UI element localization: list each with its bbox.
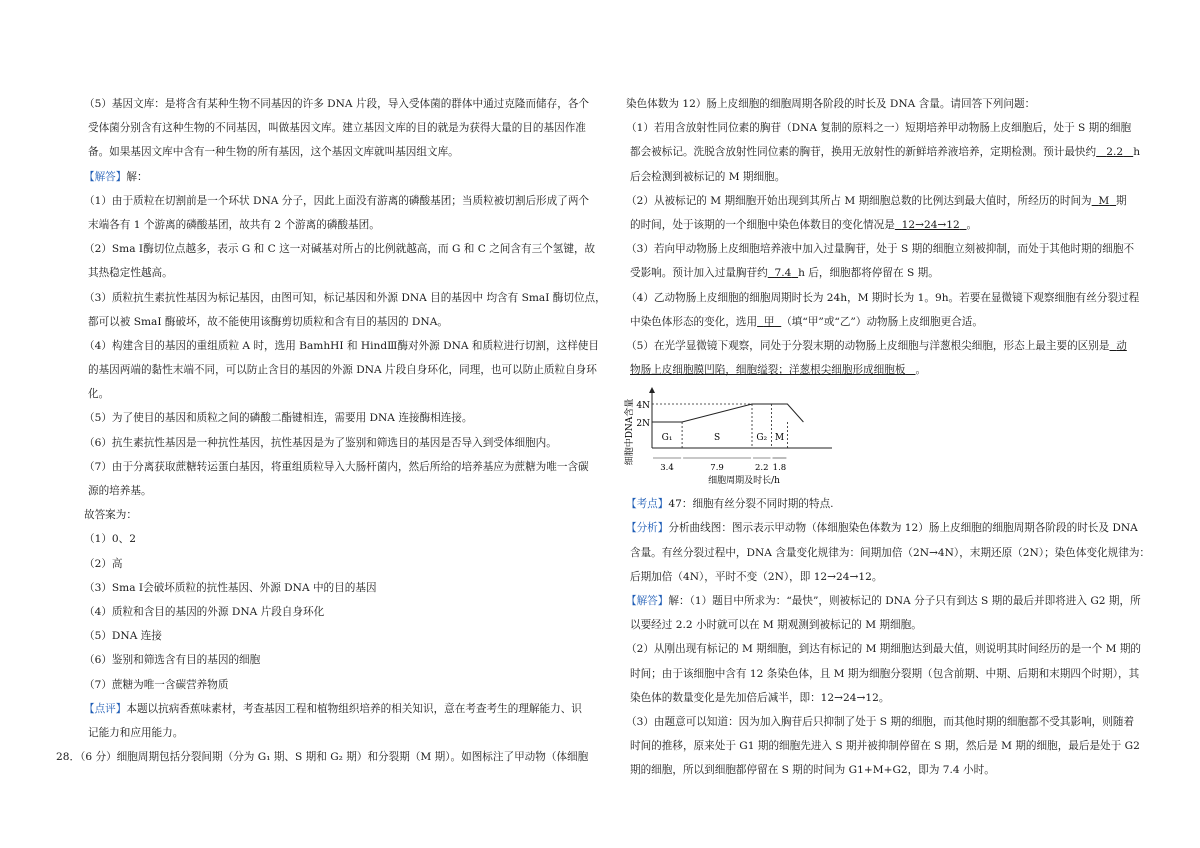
chart-svg: [626, 382, 866, 492]
text-line: （1）若用含放射性同位素的胸苷（DNA 复制的原料之一）短期培养甲动物肠上皮细胞后，处于 S 期的细胞: [626, 122, 1132, 135]
y-tick-label: 2N: [636, 419, 650, 430]
review-line: [84, 697, 584, 721]
fenxi-tag: 【分析】: [626, 522, 669, 535]
text-span: 解：（1）题目中所求为：“最快”，则被标记的 DNA 分子只有到达 S 期的最后并即将进入 G2 期，所: [668, 595, 1141, 607]
text-line: 含量。有丝分裂过程中，DNA 含量变化规律为：间期加倍（2N→4N），末期还原（2N）；染色体变化规律为：: [630, 546, 1151, 559]
blank-value: 2.2: [1106, 146, 1124, 159]
question-28: 28．（6 分）细胞周期包括分裂间期（分为 G₁ 期、S 期和 G₂ 期）和分裂期（M 期）。如图标注了甲动物（体细胞: [56, 751, 589, 764]
text-line: （5）基因文库：是将含有某种生物不同基因的许多 DNA 片段，导入受体菌的群体中通过克隆而储存，各个: [84, 98, 590, 110]
right-column: [625, 92, 1151, 783]
left-column: [56, 92, 606, 769]
answer-blank: [757, 316, 781, 328]
text-line: （7）由于分离获取蔗糖转运蛋白基因，将重组质粒导入大肠杆菌内，然后所给的培养基应为蔗糖为唯一含碳: [84, 460, 589, 473]
text-line: 记能力和应用能力。: [88, 726, 184, 739]
text-line: 化。: [88, 388, 110, 401]
phase-label: G₂: [756, 433, 768, 444]
answer-blank: [1096, 146, 1133, 158]
duration-label: 7.9: [710, 463, 724, 474]
text-span: h: [1133, 146, 1141, 159]
text-line: 都可以被 SmaI 酶破坏，故不能使用该酶剪切质粒和含有目的基因的 DNA。: [88, 315, 448, 328]
text-line: [626, 589, 1141, 613]
text-line: 染色体数为 12）肠上皮细胞的细胞周期各阶段的时长及 DNA 含量。请回答下列问题：: [626, 98, 1036, 110]
y-axis-label: 细胞中DNA含量: [625, 398, 635, 466]
text-line: [626, 140, 1141, 164]
text-line: （2）Sma Ⅰ酶切位点越多，表示 G 和 C 这一对碱基对所占的比例就越高，而 G 和 C 之间含有三个氢键，故: [84, 243, 596, 256]
text-line: 源的培养基。: [88, 485, 152, 497]
text-line: （2）从刚出现有标记的 M 期细胞，到达有标记的 M 期细胞达到最大值，则说明其时间经历的是一个 M 期的: [626, 643, 1142, 656]
text-span: （2）从被标记的 M 期细胞开始出现到其所占 M 期细胞总数的比例达到最大值时，所经历的时间为: [626, 194, 1092, 207]
text-line: [626, 334, 1128, 358]
text-line: （3）由题意可以知道：因为加入胸苷后只抑制了处于 S 期的细胞，而其他时期的细胞都不受其影响，则随着: [626, 715, 1135, 728]
text-line: 受体菌分别含有这种生物的不同基因，叫做基因文库。建立基因文库的目的就是为获得大量的目的基因作准: [88, 122, 586, 135]
text-line: （4）构建含目的基因的重组质粒 A 时，选用 BamhHI 和 HindⅢ酶对外源 DNA 和质粒进行切割，这样使目: [84, 339, 599, 352]
text-span: 47：细胞有丝分裂不同时期的特点.: [668, 498, 834, 511]
phase-label: S: [713, 433, 721, 444]
text-line: [626, 310, 1128, 334]
text-span: 的时间，处于该期的一个细胞中染色体数目的变化情况是: [630, 218, 895, 231]
phase-label: G₁: [661, 433, 673, 444]
text-line: （3）质粒抗生素抗性基因为标记基因，由图可知，标记基因和外源 DNA 目的基因中 均含有 SmaI 酶切位点，: [84, 291, 606, 304]
text-line: （6）鉴别和筛选含有目的基因的细胞: [84, 654, 261, 667]
text-span: 分析曲线图：图示表示甲动物（体细胞染色体数为 12）肠上皮细胞的细胞周期各阶段的时长及 DNA: [668, 522, 1138, 535]
text-span: （5）在光学显微镜下观察，同处于分裂末期的动物肠上皮细胞与洋葱根尖细胞，形态上最主要的区别是: [626, 339, 1110, 352]
blank-value: M: [1098, 194, 1110, 207]
answer-suffix: 解：: [126, 170, 148, 183]
text-line: [626, 261, 1128, 285]
text-line: （7）蔗糖为唯一含碳营养物质: [84, 678, 229, 691]
text-line: （3）Sma Ⅰ会破坏质粒的抗性基因、外源 DNA 中的目的基因: [84, 581, 377, 594]
text-line: 后会检测到被标记的 M 期细胞。: [630, 170, 786, 183]
text-line: 备。如果基因文库中含有一种生物的所有基因，这个基因文库就叫基因组文库。: [88, 146, 459, 159]
y-tick-label: 4N: [636, 401, 650, 412]
answer-blank: [1109, 340, 1126, 352]
blank-value: 甲: [763, 315, 775, 328]
answer-tag: 【解答】: [84, 170, 127, 183]
kaodian-tag: 【考点】: [626, 498, 669, 511]
text-line: 染色体的数量变化是先加倍后减半，即：12→24→12。: [630, 691, 890, 704]
text-line: 末端各有 1 个游离的磷酸基团，故共有 2 个游离的磷酸基团。: [88, 218, 380, 231]
text-line: 以要经过 2.2 小时就可以在 M 期观测到被标记的 M 期细胞。: [630, 619, 922, 632]
duration-label: 1.8: [772, 463, 787, 474]
text-line: （4）乙动物肠上皮细胞的细胞周期时长为 24h，M 期时长为 1。9h。若要在显微镜下观察细胞有丝分裂过程: [626, 291, 1140, 304]
text-line: （4）质粒和含目的基因的外源 DNA 片段自身环化: [84, 605, 325, 618]
text-line: （5）为了使目的基因和质粒之间的磷酸二酯键相连，需要用 DNA 连接酶相连接。: [84, 412, 473, 425]
text-line: [626, 358, 1128, 382]
answer-blank: [768, 267, 798, 279]
text-line: 期的细胞，所以到细胞都停留在 S 期的时间为 G1+M+G2，即为 7.4 小时。: [630, 764, 995, 777]
text-line: [626, 492, 1128, 516]
text-line: （3）若向甲动物肠上皮细胞培养液中加入过量胸苷，处于 S 期的细胞立刻被抑制，而处于其他时期的细胞不: [626, 243, 1135, 256]
answer-heading: [84, 165, 584, 189]
blank-value: 7.4: [774, 267, 792, 280]
text-span: 中染色体形态的变化，选用: [630, 315, 758, 328]
answer-blank: [1092, 195, 1116, 207]
answer-blank: [895, 219, 967, 231]
text-line: （2）高: [84, 557, 123, 570]
review-tag: 【点评】: [84, 702, 127, 715]
text-line: 其热稳定性越高。: [88, 267, 173, 280]
answer-blank: [630, 364, 916, 376]
text-line: 时间的推移，原来处于 G1 期的细胞先进入 S 期并被抑制停留在 S 期，然后是 M 期的细胞，最后是处于 G2: [630, 740, 1140, 753]
review-text: 本题以抗病香蕉味素材，考查基因工程和植物组织培养的相关知识，意在考查考生的理解能力、识: [126, 702, 582, 715]
text-line: （1）由于质粒在切割前是一个环状 DNA 分子，因此上面没有游离的磷酸基团；当质粒被切割后形成了两个: [84, 194, 590, 207]
text-line: 的基因两端的黏性末端不同，可以防止含目的基因的外源 DNA 片段自身环化，同理，也可以防止质粒自身环: [88, 364, 597, 377]
text-span: 受影响。预计加入过量胸苷约: [630, 267, 768, 280]
text-line: （1）0、2: [84, 533, 137, 546]
x-axis-label: 细胞周期及时长/h: [708, 476, 780, 487]
duration-label: 2.2: [754, 463, 769, 474]
blank-value: 动: [1116, 339, 1127, 352]
text-span: 都会被标记。洗脱含放射性同位素的胸苷，换用无放射性的新鲜培养液培养，定期检测。预计最快约: [630, 146, 1097, 159]
dna-content-chart: [626, 382, 1128, 492]
text-line: 时间；由于该细胞中含有 12 条染色体，且 M 期为细胞分裂期（包含前期、中期、后期和末期四个时期），其: [630, 667, 1140, 680]
text-line: 后期加倍（4N），平时不变（2N），即 12→24→12。: [630, 570, 883, 583]
text-line: （5）DNA 连接: [84, 630, 162, 643]
text-line: 故答案为：: [84, 509, 137, 522]
text-line: [626, 516, 1138, 540]
jieda-tag: 【解答】: [626, 595, 669, 607]
text-span: 。: [966, 218, 978, 231]
text-span: 。: [915, 364, 927, 377]
blank-value: 物肠上皮细胞膜凹陷，细胞缢裂；洋葱根尖细胞形成细胞板: [630, 364, 906, 377]
text-line: [626, 189, 1128, 213]
phase-label: M: [774, 433, 785, 444]
text-span: 期: [1116, 194, 1127, 207]
text-span: （填“甲”或“乙”）动物肠上皮细胞更合适。: [781, 315, 983, 328]
text-line: （6）抗生素抗性基因是一种抗性基因，抗性基因是为了鉴别和筛选目的基因是否导入到受体细胞内。: [84, 436, 557, 449]
text-span: h 后，细胞都将停留在 S 期。: [798, 267, 939, 280]
text-line: [626, 213, 1128, 237]
blank-value: 12→24→12: [901, 218, 960, 231]
duration-label: 3.4: [660, 463, 674, 474]
dna-series-line: [652, 404, 803, 422]
